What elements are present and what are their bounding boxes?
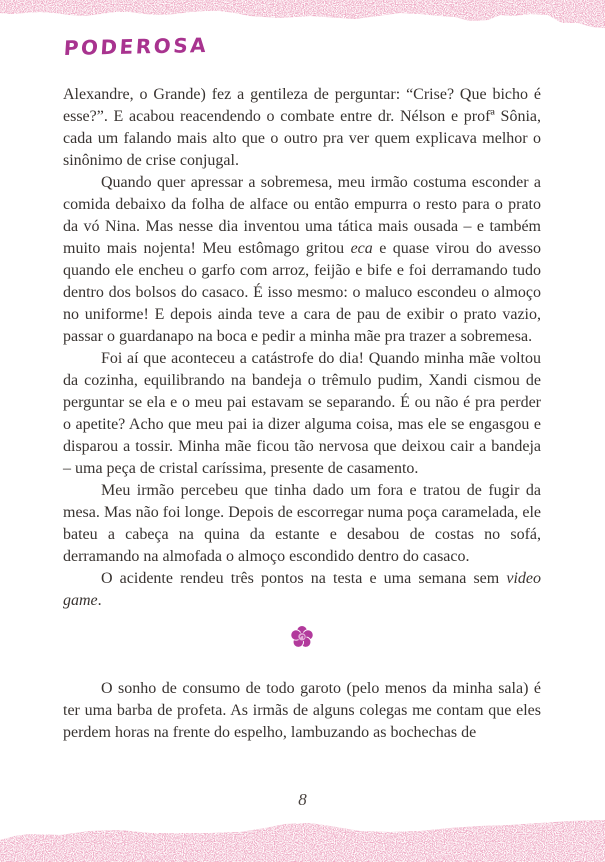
- text-run: .: [97, 592, 102, 609]
- paragraph: [63, 84, 541, 172]
- paragraph: [63, 348, 541, 480]
- text-run: Alexandre, o Grande) fez a gentileza de perguntar: “Crise? Que bicho é esse?”. E acabou reacendendo o combate entre dr. Nélson e profª Sônia, cada um falando mais alto que o outro pra ver quem explicava melhor o sinônimo de crise conjugal.: [63, 86, 541, 169]
- section-divider: [63, 624, 541, 650]
- paragraph: [63, 568, 541, 612]
- text-run: e quase virou do avesso quando ele encheu o garfo com arroz, feijão e bife e foi derramando tudo dentro dos bolsos do casaco. É isso mesmo: o maluco escondeu o almoço no uniforme! E depois ainda teve a cara de pau de exibir o prato vazio, passar o guardanapo na boca e pedir a minha mãe pra trazer a sobremesa.: [63, 240, 541, 345]
- text-run: Quando quer apressar a sobremesa, meu irmão costuma esconder a comida debaixo da folha de alface ou então empurra o resto para o prato da vó Nina. Mas nesse dia inventou uma tática mais ousada – e também muito mais nojenta! Meu estômago gritou: [63, 174, 541, 257]
- italic-text: eca: [350, 240, 373, 257]
- text-run: O acidente rendeu três pontos na testa e uma semana sem: [101, 570, 507, 587]
- paragraph: [63, 678, 541, 744]
- flower-ornament-icon: [289, 624, 315, 650]
- page-text: [63, 84, 541, 744]
- paragraph: [63, 480, 541, 568]
- text-run: Meu irmão percebeu que tinha dado um fora e tratou de fugir da mesa. Mas não foi longe. Depois de escorregar numa poça caramelada, ele bateu a cabeça na quina da estante e desabou de costas no sofá, derramando na almofada o almoço escondido dentro do casaco.: [63, 482, 541, 565]
- text-run: Foi aí que aconteceu a catástrofe do dia! Quando minha mãe voltou da cozinha, equilibrando na bandeja o trêmulo pudim, Xandi cismou de perguntar se ela e o meu pai estavam se separando. É ou não é pra perder o apetite? Acho que meu pai ia dizer alguma coisa, mas ele se engasgou e disparou a tossir. Minha mãe ficou tão nervosa que deixou cair a bandeja – uma peça de cristal caríssima, presente de casamento.: [63, 350, 541, 477]
- book-title: PODEROSA: [63, 32, 210, 60]
- italic-text: video game: [63, 570, 541, 609]
- bottom-torn-paper-band: [0, 818, 605, 862]
- paragraph: [63, 172, 541, 348]
- top-torn-paper-band: [0, 0, 605, 34]
- text-block-lower: [63, 678, 541, 744]
- page-number: 8: [298, 790, 307, 809]
- text-block-upper: [63, 84, 541, 612]
- text-run: O sonho de consumo de todo garoto (pelo menos da minha sala) é ter uma barba de profeta. As irmãs de alguns colegas me contam que eles perdem horas na frente do espelho, lambuzando as bochechas de: [63, 680, 541, 741]
